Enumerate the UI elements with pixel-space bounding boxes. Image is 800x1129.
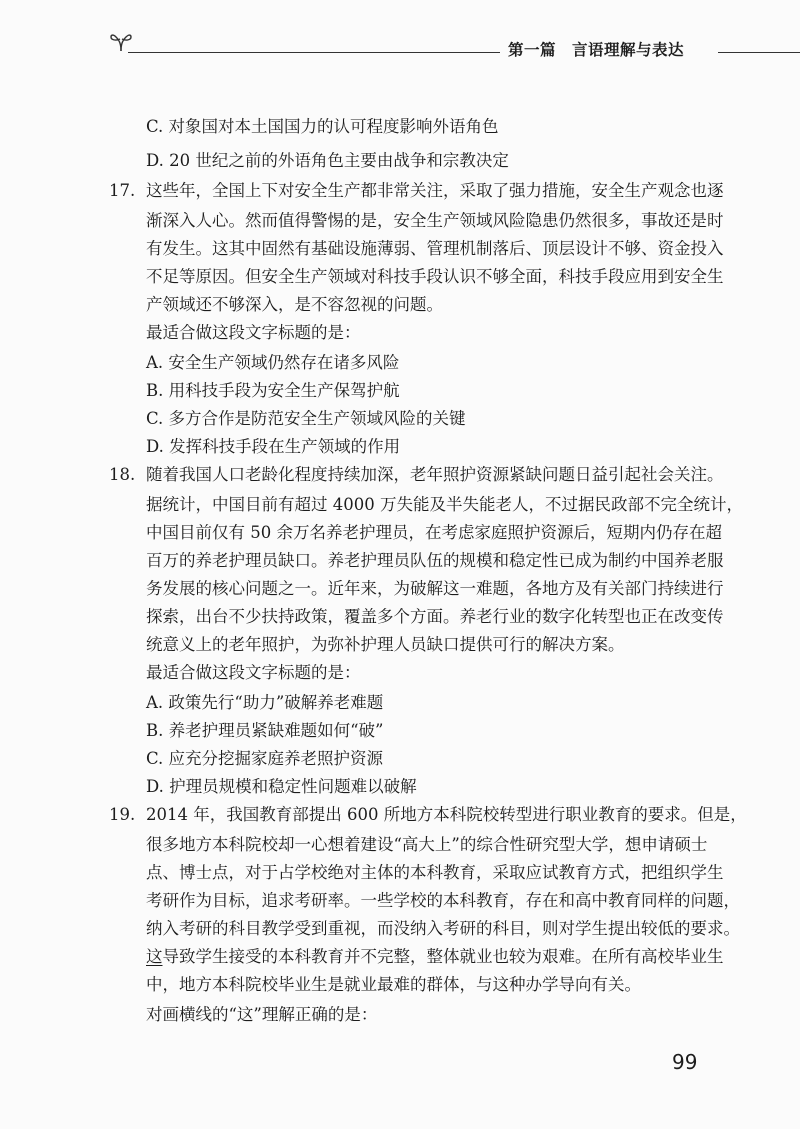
sprout-icon bbox=[108, 27, 134, 53]
q18-option-c: C. 应充分挖掘家庭养老照护资源 bbox=[146, 749, 384, 768]
q18-number: 18. bbox=[109, 465, 136, 484]
q18-passage-line: 中国目前仅有 50 余万名养老护理员，在考虑家庭照护资源后，短期内仍存在超 bbox=[146, 523, 722, 542]
q18-passage-line: 务发展的核心问题之一。近年来，为破解这一难题，各地方及有关部门持续进行 bbox=[146, 579, 724, 598]
q17-option-d: D. 发挥科技手段在生产领域的作用 bbox=[146, 437, 401, 456]
q17-number: 17. bbox=[109, 181, 136, 200]
q18-option-b: B. 养老护理员紧缺难题如何“破” bbox=[146, 721, 384, 740]
q19-question: 对画横线的“这”理解正确的是： bbox=[146, 1005, 378, 1024]
q17-passage-line: 渐深入人心。然而值得警惕的是，安全生产领域风险隐患仍然很多，事故还是时 bbox=[146, 211, 724, 230]
q19-passage-line-6 bbox=[146, 947, 724, 967]
q19-passage-line: 考研作为目标，追求考研率。一些学校的本科教育，存在和高中教育同样的问题， bbox=[146, 891, 740, 910]
q19-passage-line: 纳入考研的科目教学受到重视，而没纳入考研的科目，则对学生提出较低的要求。 bbox=[146, 919, 740, 938]
q17-option-c: C. 多方合作是防范安全生产领域风险的关键 bbox=[146, 409, 466, 428]
q17-passage-line: 产领域还不够深入，是不容忽视的问题。 bbox=[146, 295, 443, 314]
q17-passage-line: 不足等原因。但安全生产领域对科技手段认识不够全面，科技手段应用到安全生 bbox=[146, 267, 724, 286]
header-rule-right bbox=[718, 52, 800, 53]
q18-option-a: A. 政策先行“助力”破解养老难题 bbox=[146, 693, 384, 712]
q17-passage-line: 有发生。这其中固然有基础设施薄弱、管理机制落后、顶层设计不够、资金投入 bbox=[146, 239, 724, 258]
q19-line6-rest: 导致学生接受的本科教育并不完整，整体就业也较为艰难。在所有高校毕业生 bbox=[162, 947, 724, 966]
q18-option-d: D. 护理员规模和稳定性问题难以破解 bbox=[146, 777, 417, 796]
q17-option-a: A. 安全生产领域仍然存在诸多风险 bbox=[146, 353, 400, 372]
q19-passage-line: 中，地方本科院校毕业生是就业最难的群体，与这种办学导向有关。 bbox=[146, 975, 641, 994]
q19-number: 19. bbox=[109, 805, 136, 824]
q17-question: 最适合做这段文字标题的是： bbox=[146, 323, 361, 342]
underlined-word: 这 bbox=[146, 947, 163, 966]
q18-passage-line: 随着我国人口老龄化程度持续加深，老年照护资源紧缺问题日益引起社会关注。 bbox=[146, 465, 724, 484]
q16-option-d: D. 20 世纪之前的外语角色主要由战争和宗教决定 bbox=[146, 151, 509, 170]
q18-question: 最适合做这段文字标题的是： bbox=[146, 663, 361, 682]
q17-passage-line: 这些年，全国上下对安全生产都非常关注，采取了强力措施，安全生产观念也逐 bbox=[146, 181, 724, 200]
header-rule-left bbox=[128, 52, 500, 53]
q19-passage-line: 2014 年，我国教育部提出 600 所地方本科院校转型进行职业教育的要求。但是， bbox=[146, 805, 747, 824]
q18-passage-line: 百万的养老护理员缺口。养老护理员队伍的规模和稳定性已成为制约中国养老服 bbox=[146, 551, 724, 570]
page-header bbox=[0, 0, 800, 70]
q16-option-c: C. 对象国对本土国国力的认可程度影响外语角色 bbox=[146, 117, 499, 136]
q19-passage-line: 很多地方本科院校却一心想着建设“高大上”的综合性研究型大学，想申请硕士 bbox=[146, 835, 708, 854]
q18-passage-line: 探索，出台不少扶持政策，覆盖多个方面。养老行业的数字化转型也正在改变传 bbox=[146, 607, 724, 626]
q19-passage-line: 点、博士点，对于占学校绝对主体的本科教育，采取应试教育方式，把组织学生 bbox=[146, 863, 724, 882]
page-number: 99 bbox=[672, 1050, 698, 1074]
q17-option-b: B. 用科技手段为安全生产保驾护航 bbox=[146, 381, 400, 400]
q18-passage-line: 统意义上的老年照护，为弥补护理人员缺口提供可行的解决方案。 bbox=[146, 635, 625, 654]
q18-passage-line: 据统计，中国目前有超过 4000 万失能及半失能老人，不过据民政部不完全统计， bbox=[146, 495, 743, 514]
section-title: 第一篇 言语理解与表达 bbox=[508, 41, 685, 59]
